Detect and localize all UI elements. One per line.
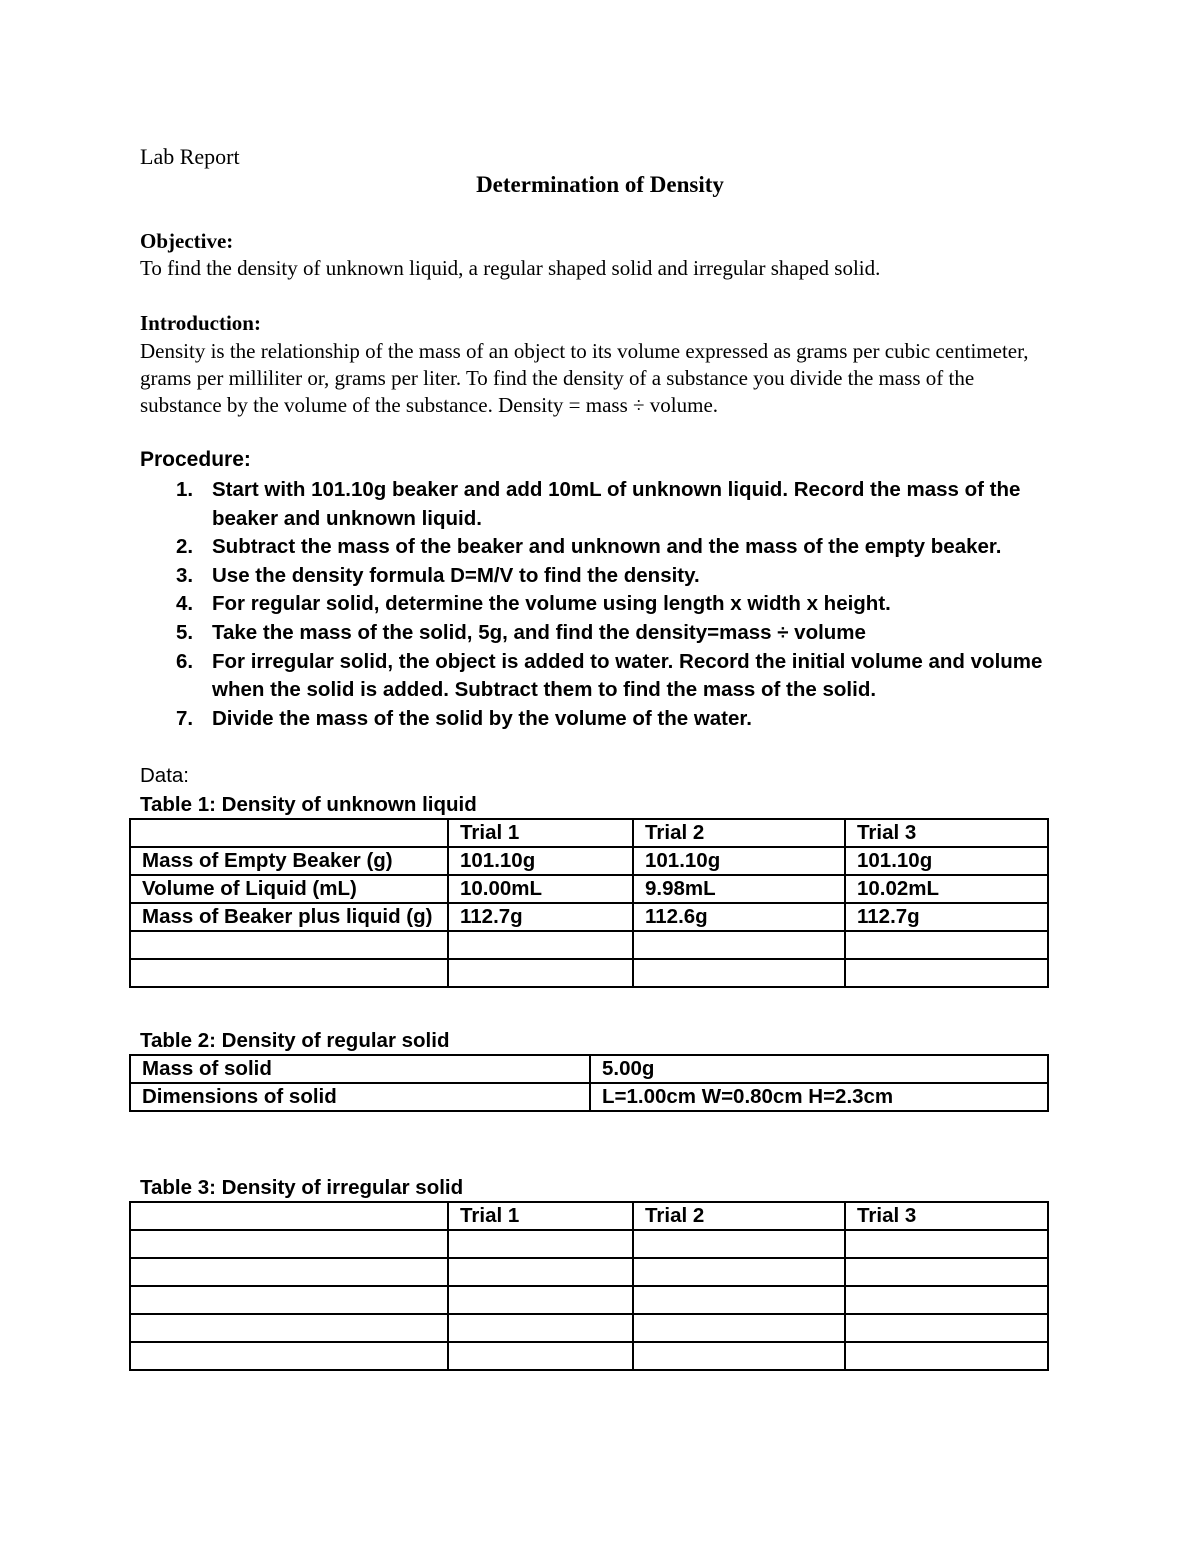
table-unknown-liquid: [129, 818, 1049, 988]
step-text: For irregular solid, the object is added to water. Record the initial volume and volume when the solid is added. Subtract them to find the mass of the solid.: [212, 649, 1043, 702]
table-row: [130, 1342, 1048, 1370]
table-cell: Dimensions of solid: [130, 1083, 590, 1111]
table-cell: [633, 1230, 845, 1258]
table-cell: 112.6g: [633, 903, 845, 931]
table-cell: [130, 1230, 448, 1258]
table-row: [130, 819, 1048, 847]
step-number: 3.: [176, 563, 194, 587]
objective-heading: Objective:: [140, 229, 234, 253]
procedure-step: [140, 705, 1050, 734]
step-text: Subtract the mass of the beaker and unknown and the mass of the empty beaker.: [212, 535, 1002, 559]
table-cell: L=1.00cm W=0.80cm H=2.3cm: [590, 1083, 1048, 1111]
table-cell: [448, 1342, 633, 1370]
table-cell: [633, 1258, 845, 1286]
table-cell: 101.10g: [633, 847, 845, 875]
table-cell: 101.10g: [845, 847, 1048, 875]
table-row: [130, 847, 1048, 875]
table1-caption: Table 1: Density of unknown liquid: [140, 793, 477, 816]
table-cell: [130, 1202, 448, 1230]
procedure-step: [140, 648, 1050, 705]
table-cell: Trial 2: [633, 819, 845, 847]
table-cell: 5.00g: [590, 1055, 1048, 1083]
table-cell: Mass of Beaker plus liquid (g): [130, 903, 448, 931]
table-cell: [633, 1314, 845, 1342]
table-cell: [845, 1314, 1048, 1342]
table3-caption: Table 3: Density of irregular solid: [140, 1176, 464, 1199]
table-cell: 101.10g: [448, 847, 633, 875]
table-cell: Trial 1: [448, 819, 633, 847]
table-cell: [448, 1286, 633, 1314]
table-cell: [448, 931, 633, 959]
table-cell: 112.7g: [448, 903, 633, 931]
table-row: [130, 1286, 1048, 1314]
table-row: [130, 1055, 1048, 1083]
table2-caption: Table 2: Density of regular solid: [140, 1029, 450, 1052]
table-cell: [130, 959, 448, 987]
table-cell: [448, 959, 633, 987]
step-number: 7.: [176, 706, 194, 730]
table-cell: [845, 1286, 1048, 1314]
procedure-step: [140, 533, 1050, 562]
step-text: Divide the mass of the solid by the volume of the water.: [212, 706, 752, 730]
table-row: [130, 875, 1048, 903]
table-cell: [448, 1258, 633, 1286]
table-cell: [130, 819, 448, 847]
table-cell: [633, 959, 845, 987]
table-row: [130, 1083, 1048, 1111]
table-cell: [845, 1258, 1048, 1286]
table-cell: [633, 931, 845, 959]
procedure-heading: Procedure:: [140, 448, 251, 471]
step-number: 1.: [176, 478, 194, 501]
step-text: Take the mass of the solid, 5g, and find the density=mass ÷ volume: [212, 620, 866, 644]
data-heading: Data:: [140, 764, 189, 787]
table-cell: [633, 1342, 845, 1370]
table-cell: [845, 959, 1048, 987]
table-cell: [845, 1230, 1048, 1258]
table-cell: [845, 1342, 1048, 1370]
step-text: For regular solid, determine the volume using length x width x height.: [212, 592, 891, 616]
procedure-step: [140, 619, 1050, 648]
table-cell: Mass of solid: [130, 1055, 590, 1083]
step-number: 5.: [176, 620, 194, 644]
table-cell: [845, 931, 1048, 959]
step-text: Use the density formula D=M/V to find the density.: [212, 563, 700, 587]
table-cell: Trial 1: [448, 1202, 633, 1230]
table-row: [130, 1314, 1048, 1342]
table-cell: [130, 1258, 448, 1286]
table-cell: [448, 1314, 633, 1342]
table-cell: 10.02mL: [845, 875, 1048, 903]
procedure-step: [140, 562, 1050, 591]
table-cell: [633, 1286, 845, 1314]
table-cell: Volume of Liquid (mL): [130, 875, 448, 903]
step-text: Start with 101.10g beaker and add 10mL of unknown liquid. Record the mass of the beaker and unknown liquid.: [212, 478, 1021, 530]
objective-text: To find the density of unknown liquid, a regular shaped solid and irregular shaped solid.: [140, 256, 881, 280]
table-cell: Trial 2: [633, 1202, 845, 1230]
table-row: [130, 1230, 1048, 1258]
table-cell: [130, 1314, 448, 1342]
table-row: [130, 1258, 1048, 1286]
procedure-step: [140, 476, 1050, 533]
table-row: [130, 1202, 1048, 1230]
table-cell: 112.7g: [845, 903, 1048, 931]
table-cell: Trial 3: [845, 1202, 1048, 1230]
table-regular-solid: [129, 1054, 1049, 1112]
table-cell: [130, 1342, 448, 1370]
table-cell: Mass of Empty Beaker (g): [130, 847, 448, 875]
procedure-step: [140, 590, 1050, 619]
table-cell: Trial 3: [845, 819, 1048, 847]
introduction-text: Density is the relationship of the mass of an object to its volume expressed as grams per cubic centimeter, grams per milliliter or, grams per liter. To find the density of a substance you divide the mass of the substance by the volume of the substance. Density = mass ÷ volume.: [140, 339, 1029, 417]
document-title: Determination of Density: [476, 172, 724, 197]
step-number: 2.: [176, 535, 194, 559]
introduction-heading: Introduction:: [140, 311, 261, 335]
document-label: Lab Report: [140, 144, 240, 169]
table-row: [130, 903, 1048, 931]
table-row: [130, 931, 1048, 959]
table-irregular-solid: [129, 1201, 1049, 1371]
step-number: 6.: [176, 649, 194, 673]
step-number: 4.: [176, 592, 194, 616]
table-cell: [130, 1286, 448, 1314]
table-cell: [130, 931, 448, 959]
table-row: [130, 959, 1048, 987]
table-cell: 9.98mL: [633, 875, 845, 903]
table-cell: [448, 1230, 633, 1258]
table-cell: 10.00mL: [448, 875, 633, 903]
procedure-list: [140, 476, 1050, 733]
